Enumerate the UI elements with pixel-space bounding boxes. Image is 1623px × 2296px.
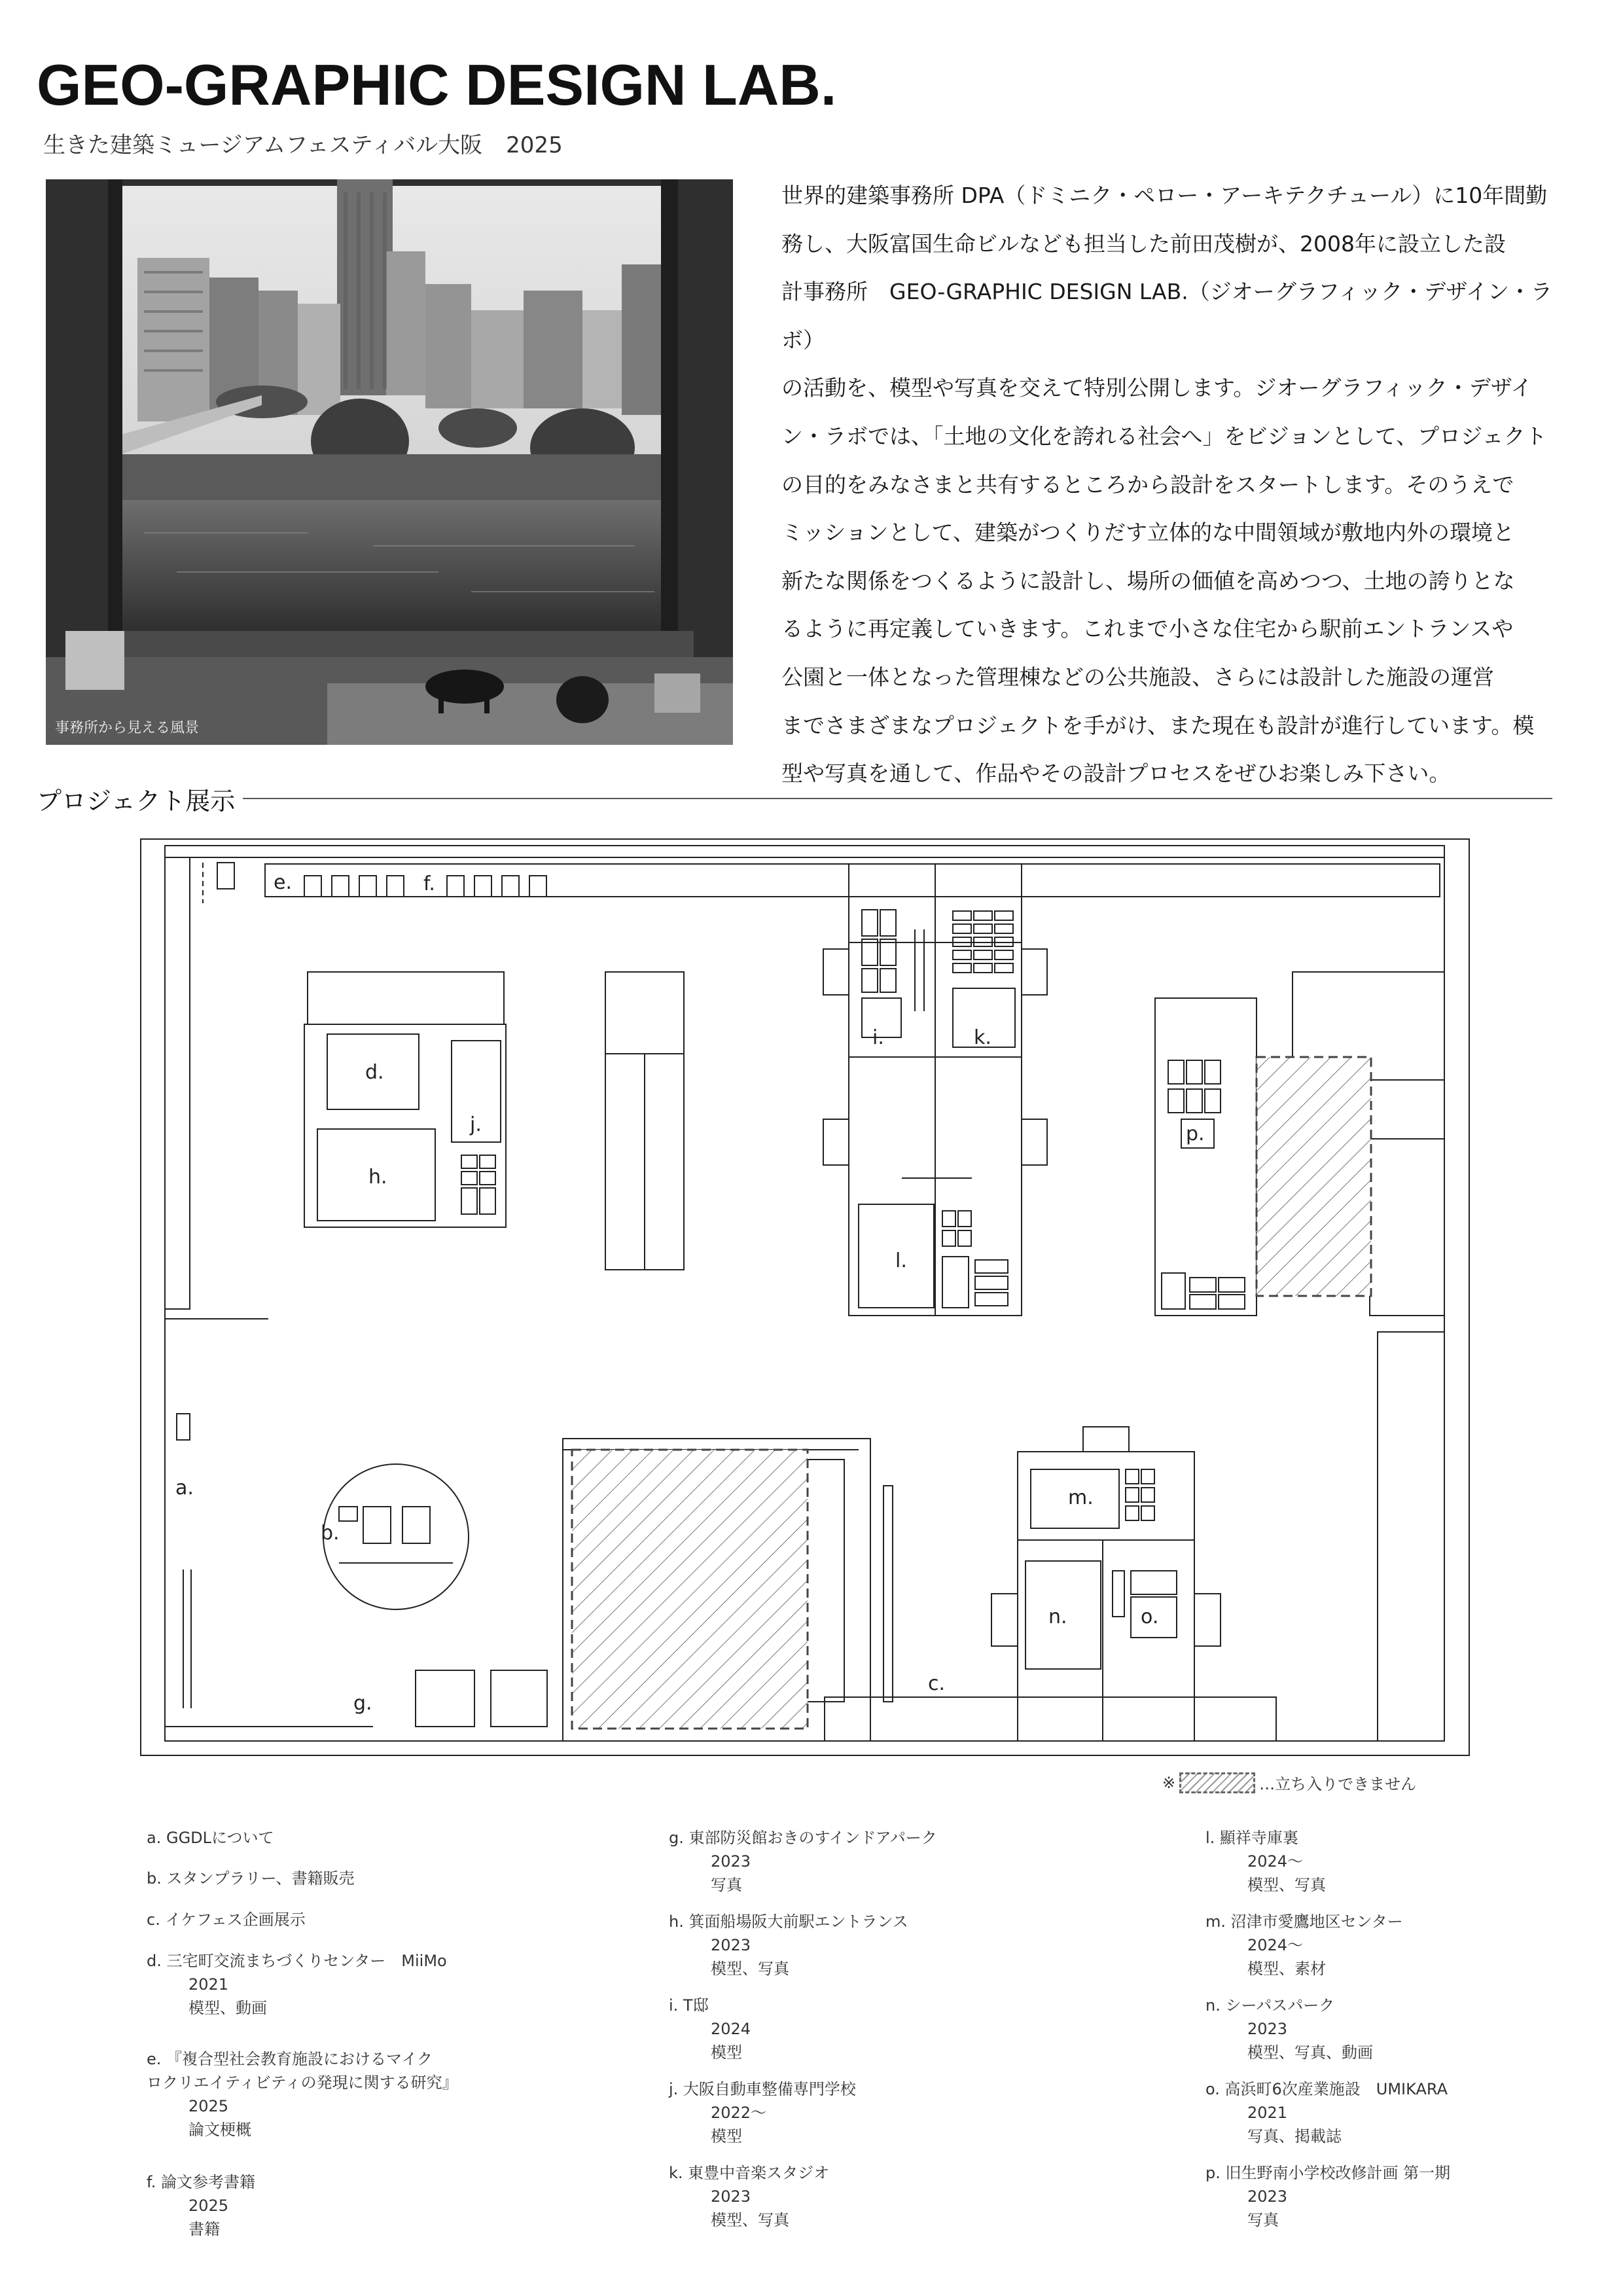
- restricted-swatch: [1179, 1772, 1255, 1793]
- plan-label-l: l.: [895, 1249, 907, 1272]
- legend-item-title: f. 論文参考書籍: [147, 2173, 255, 2191]
- legend-item: [669, 1910, 1166, 1981]
- legend-item-title: n. シーパスパーク: [1205, 1996, 1335, 2015]
- legend-item: [669, 1994, 1166, 2064]
- intro-line: 務し、大阪富国生命ビルなども担当した前田茂樹が、2008年に設立した設: [781, 230, 1506, 257]
- intro-line: 型や写真を通して、作品やその設計プロセスをぜひお楽しみ下さい。: [781, 761, 1451, 787]
- plan-label-i: i.: [872, 1026, 884, 1049]
- top-shelf: [265, 864, 1440, 897]
- legend-item-media: 模型、写真、動画: [1247, 2043, 1373, 2062]
- legend-item-title: o. 高浜町6次産業施設 UMIKARA: [1205, 2080, 1448, 2098]
- legend-item: [1205, 2161, 1572, 2232]
- legend-item-year: 2023: [1247, 2020, 1288, 2038]
- legend-item: [669, 2161, 1166, 2232]
- legend-item-media: 模型、写真: [711, 1960, 789, 1978]
- legend-item: [1205, 1994, 1572, 2064]
- intro-line: 新たな関係をつくるように設計し、場所の価値を高めつつ、土地の誇りとな: [781, 567, 1515, 594]
- legend-item-title: m. 沼津市愛鷹地区センター: [1205, 1912, 1403, 1931]
- intro-line: 計事務所 GEO-GRAPHIC DESIGN LAB.（ジオーグラフィック・デザイン・ラボ）: [781, 279, 1552, 353]
- legend-item-year: 2021: [188, 1975, 229, 1994]
- intro-line: 世界的建築事務所 DPA（ドミニク・ペロー・アーキテクチュール）に10年間勤: [781, 183, 1548, 208]
- plan-label-e: e.: [274, 871, 292, 894]
- legend-item-year: 2024～: [1247, 1936, 1304, 1954]
- legend-item-title: c. イケフェス企画展示: [147, 1910, 306, 1929]
- legend-item-media: 写真、掲載誌: [1247, 2127, 1342, 2145]
- legend-item-media: 書籍: [188, 2220, 220, 2238]
- plan-label-f: f.: [423, 872, 435, 895]
- plan-label-a: a.: [175, 1477, 194, 1499]
- legend-item-title: h. 箕面船場阪大前駅エントランス: [669, 1912, 908, 1931]
- legend-item-media: 模型: [711, 2043, 742, 2062]
- restricted-note: [1162, 1771, 1416, 1794]
- legend-item-year: 2023: [711, 1852, 751, 1871]
- legend-item-title-cont: ロクリエイティビティの発現に関する研究』: [147, 2073, 458, 2092]
- plan-label-d: d.: [365, 1061, 384, 1084]
- legend-item-year: 2021: [1247, 2104, 1288, 2122]
- legend-item: [147, 2047, 644, 2142]
- plan-label-n: n.: [1048, 1605, 1067, 1628]
- legend-item-year: 2023: [711, 1936, 751, 1954]
- note-mark: ※: [1162, 1773, 1176, 1792]
- legend-item-media: 論文梗概: [188, 2121, 251, 2139]
- intro-line: ミッションとして、建築がつくりだす立体的な中間領域が敷地内外の環境と: [781, 520, 1515, 546]
- office-view-photo: [46, 179, 733, 745]
- legend-item-media: 写真: [1247, 2211, 1279, 2229]
- intro-line: の目的をみなさまと共有するところから設計をスタートします。そのうえで: [781, 471, 1514, 497]
- section-title: プロジェクト展示: [37, 786, 236, 816]
- legend-item-title: k. 東豊中音楽スタジオ: [669, 2164, 830, 2182]
- legend-item: [1205, 1826, 1572, 1897]
- plan-label-b: b.: [321, 1522, 340, 1545]
- legend-item: [147, 1908, 644, 1931]
- floor-plan: [131, 831, 1479, 1761]
- plan-label-k: k.: [974, 1026, 991, 1049]
- legend-item-media: 模型、写真: [711, 2211, 789, 2229]
- legend-item-year: 2024: [711, 2020, 751, 2038]
- legend-item-media: 模型、動画: [188, 1999, 267, 2017]
- plan-label-c: c.: [928, 1672, 946, 1695]
- section-rule: [243, 798, 1552, 799]
- legend-item-title: i. T邸: [669, 1996, 709, 2015]
- photo-caption: 事務所から見える風景: [55, 720, 200, 736]
- legend-item: [1205, 1910, 1572, 1981]
- legend-item-media: 模型、写真: [1247, 1876, 1326, 1894]
- intro-text: [781, 171, 1552, 798]
- intro-line: の活動を、模型や写真を交えて特別公開します。ジオーグラフィック・デザイ: [781, 375, 1533, 401]
- legend-item-year: 2022～: [711, 2104, 767, 2122]
- legend-item-title: l. 顯祥寺庫裏: [1205, 1829, 1298, 1847]
- legend-item: [147, 2170, 644, 2241]
- legend-item: [147, 1867, 644, 1890]
- legend-item-year: 2025: [188, 2197, 229, 2215]
- plan-label-j: j.: [470, 1113, 482, 1136]
- legend-item-media: 模型、素材: [1247, 1960, 1326, 1978]
- legend-item: [669, 1826, 1166, 1897]
- intro-line: 公園と一体となった管理棟などの公共施設、さらには設計した施設の運営: [781, 664, 1494, 690]
- legend-item-title: b. スタンプラリー、書籍販売: [147, 1869, 355, 1888]
- note-text: …立ち入りできません: [1259, 1775, 1417, 1793]
- restricted-area-central: [572, 1450, 808, 1729]
- legend-item-year: 2024～: [1247, 1852, 1304, 1871]
- legend-item-title: p. 旧生野南小学校改修計画 第一期: [1205, 2164, 1451, 2182]
- intro-line: までさまざまなプロジェクトを手がけ、また現在も設計が進行しています。模: [781, 712, 1535, 738]
- section-header: [37, 779, 1552, 818]
- legend-item-title: j. 大阪自動車整備専門学校: [669, 2080, 856, 2098]
- plan-label-p: p.: [1186, 1122, 1205, 1145]
- legend-item: [1205, 2077, 1572, 2148]
- legend-item: [147, 1949, 644, 2020]
- legend-item: [669, 2077, 1166, 2148]
- intro-line: ン・ラボでは、「土地の文化を誇れる社会へ」をビジョンとして、プロジェクト: [781, 423, 1547, 449]
- event-year: 2025: [506, 132, 563, 158]
- plan-label-g: g.: [353, 1692, 372, 1715]
- legend-item-year: 2025: [188, 2097, 229, 2115]
- legend-item: [147, 1826, 644, 1850]
- window-view-illustration: [46, 179, 733, 745]
- legend-item-media: 写真: [711, 1876, 742, 1894]
- restricted-area-right: [1257, 1057, 1371, 1296]
- stamp-table: [323, 1464, 469, 1609]
- legend-item-title: g. 東部防災館おきのすインドアパーク: [669, 1829, 937, 1847]
- legend-item-title: e. 『複合型社会教育施設におけるマイク: [147, 2050, 433, 2068]
- legend-item-title: a. GGDLについて: [147, 1829, 274, 1847]
- plan-label-m: m.: [1068, 1486, 1094, 1509]
- event-name: 生きた建築ミュージアムフェスティバル大阪: [43, 132, 483, 158]
- legend-item-title: d. 三宅町交流まちづくりセンター MiiMo: [147, 1952, 447, 1970]
- legend-item-year: 2023: [1247, 2187, 1288, 2206]
- event-subtitle: [43, 127, 563, 159]
- plan-label-h: h.: [368, 1166, 387, 1189]
- legend-item-year: 2023: [711, 2187, 751, 2206]
- legend-item-media: 模型: [711, 2127, 742, 2145]
- intro-line: るように再定義していきます。これまで小さな住宅から駅前エントランスや: [781, 616, 1514, 642]
- page-title: GEO-GRAPHIC DESIGN LAB.: [37, 52, 837, 117]
- plan-label-o: o.: [1141, 1605, 1159, 1628]
